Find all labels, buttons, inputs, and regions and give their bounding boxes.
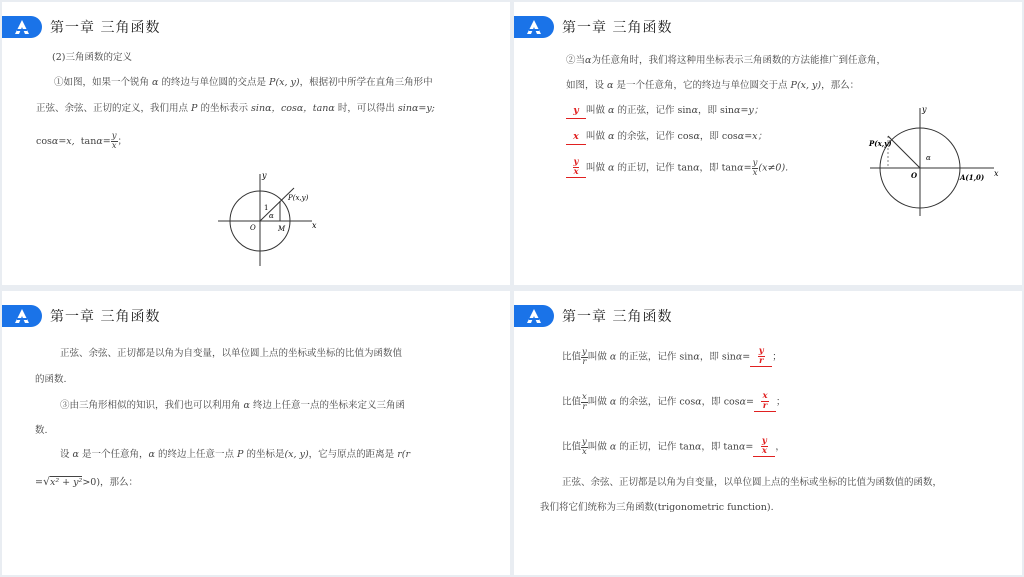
slide-panel-3[interactable] [2,291,510,575]
paragraph-line: 正弦、余弦、正切的定义，我们用点 P 的坐标表示 sinα，cosα，tanα 时，可以得出 sinα=y; [36,103,435,114]
paragraph-line: 设 α 是一个任意角，α 的终边上任意一点 P 的坐标是(x, y)，它与原点的距离是 r(r [60,449,410,460]
compass-logo-icon [514,16,554,38]
svg-text:y: y [262,171,267,180]
chapter-title: 第一章 三角函数 [562,309,673,325]
compass-logo-icon [514,305,554,327]
section-heading: (2)三角函数的定义 [52,52,132,63]
slide-panel-4[interactable] [514,291,1022,575]
svg-text:1: 1 [264,204,269,212]
paragraph-line: ③由三角形相似的知识，我们也可以利用角 α 终边上任意一点的坐标来定义三角函 [60,400,406,411]
red-fraction: $\frac{y}{x}$ [566,158,586,178]
svg-text:x: x [994,169,999,178]
slide-panel-2[interactable] [514,2,1022,285]
svg-text:y: y [922,105,927,114]
definition-sine: y 叫做 α 的正弦，记作 sinα，即 sinα=y； [566,104,763,119]
paragraph-line: 如图，设 α 是一个任意角，它的终边与单位圆交于点 P(x, y)，那么： [566,80,860,91]
definition-tangent: $\frac{y}{x}$ 叫做 α 的正切，记作 tanα，即 tanα= $\frac{y}{x}$ (x≠0). [566,158,788,178]
fraction: $\frac{y}{x}$ [752,157,758,178]
chapter-title: 第一章 三角函数 [50,309,161,325]
chapter-title: 第一章 三角函数 [562,20,673,36]
radius-formula: =√x² + y²>0)，那么： [35,475,139,488]
paragraph-line: 正弦、余弦、正切都是以角为自变量，以单位圆上点的坐标或坐标的比值为函数值 [60,348,403,359]
svg-text:O: O [250,224,256,232]
paragraph-line: ②当α为任意角时，我们将这种用坐标表示三角函数的方法能推广到任意角， [566,55,886,66]
ratio-cosine-row: 比值 $\frac{x}{r}$ 叫做 α 的余弦，记作 cosα，即 cosα= $\frac{x}{r}$ ； [562,391,786,412]
svg-text:A(1,0): A(1,0) [960,173,985,182]
paragraph-line: 正弦、余弦、正切都是以角为自变量，以单位圆上点的坐标或坐标的比值为函数值的函数， [562,477,943,488]
svg-text:α: α [269,212,274,220]
svg-text:x: x [312,221,317,230]
fraction: $\frac{y}{x}$ [111,131,117,151]
unit-circle-figure [864,104,1004,219]
slide-header [2,14,160,40]
slide-panel-1[interactable] [2,2,510,285]
slide-header [514,303,672,329]
paragraph-line: 我们将它们统称为三角函数(trigonometric function). [540,502,774,513]
slide-header [514,14,672,40]
svg-text:α: α [926,154,931,162]
paragraph-line: ①如图，如果一个锐角 α 的终边与单位圆的交点是 P(x, y)，根据初中所学在直角三角形中 [54,77,433,88]
formula-line: cosα=x, tanα= $\frac{y}{x}$ ； [36,131,128,151]
chapter-title: 第一章 三角函数 [50,20,161,36]
compass-logo-icon [2,305,42,327]
slide-header [2,303,160,329]
svg-text:P(x,y): P(x,y) [288,194,309,202]
svg-text:M: M [278,225,286,233]
paragraph-line: 数. [35,425,48,436]
ratio-sine-row: 比值 $\frac{y}{r}$ 叫做 α 的正弦，记作 sinα，即 sinα= $\frac{y}{r}$ ； [562,346,782,367]
unit-circle-figure [212,168,322,268]
ratio-tangent-row: 比值 $\frac{y}{x}$ 叫做 α 的正切，记作 tanα，即 tanα= $\frac{y}{x}$ ， [562,436,785,457]
paragraph-line: 的函数. [35,374,67,385]
svg-text:P(x,y): P(x,y) [869,139,892,148]
svg-text:O: O [911,171,918,180]
compass-logo-icon [2,16,42,38]
definition-cosine: x 叫做 α 的余弦，记作 cosα，即 cosα=x； [566,130,767,145]
